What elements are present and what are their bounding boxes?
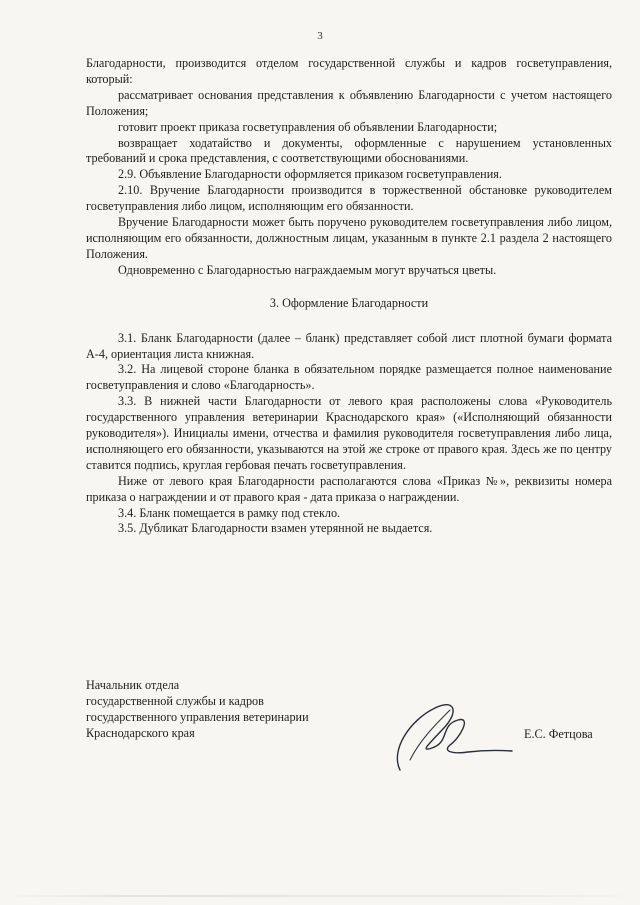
- signatory-line: Краснодарского края: [86, 725, 195, 740]
- handwritten-signature: [380, 690, 515, 780]
- paragraph: 3.5. Дубликат Благодарности взамен утерянной не выдается.: [118, 521, 433, 536]
- paragraph: Одновременно с Благодарностью награждаемым могут вручаться цветы.: [118, 262, 497, 277]
- signatory-line: государственного управления ветеринарии: [86, 709, 309, 724]
- paragraph: готовит проект приказа госветуправления об объявлении Благодарности;: [118, 119, 498, 134]
- signatory-line: государственной службы и кадров: [86, 693, 264, 708]
- section-title: 3. Оформление Благодарности: [269, 295, 429, 310]
- paragraph: Вручение Благодарности может быть поручено руководителем госветуправления либо лицом, исполняющим его обязанности, должностным лицам, указанным в пункте 2.1 раздела 2 настоящего Положения.: [86, 215, 612, 261]
- document-body: [86, 56, 612, 537]
- signatory-name: Е.С. Фетцова: [524, 727, 593, 741]
- paragraph: 3.2. На лицевой стороне бланка в обязательном порядке размещается полное наименование госветуправления и слово «Благодарность».: [86, 362, 612, 393]
- paragraph: 2.10. Вручение Благодарности производится в торжественной обстановке руководителем госветуправления либо лицом, исполняющим его обязанности.: [86, 183, 612, 214]
- signatory-line: Начальник отдела: [86, 678, 180, 692]
- scan-edge: [0, 895, 640, 897]
- paragraph: 2.9. Объявление Благодарности оформляется приказом госветуправления.: [118, 167, 502, 182]
- signatory-title: [86, 678, 309, 742]
- paragraph: возвращает ходатайство и документы, оформленные с нарушением установленных требований и срока представления, с соответствующими обоснованиями.: [86, 135, 612, 166]
- paragraph: Ниже от левого края Благодарности располагаются слова «Приказ №», реквизиты номера приказа о награждении и от правого края - дата приказа о награждении.: [86, 473, 612, 504]
- paragraph: 3.3. В нижней части Благодарности от левого края расположены слова «Руководитель государственного управления ветеринарии Краснодарского края» («Исполняющий обязанности руководителя»). Инициалы имени, отчества и фамилия руководителя госветуправления либо лица, исполняющего его обязанности, указываются на этой же строке от правого края. Здесь же по центру ставится подпись, круглая гербовая печать госветуправления.: [86, 394, 612, 472]
- paragraph: рассматривает основания представления к объявлению Благодарности с учетом настоящего Положения;: [86, 87, 612, 118]
- paragraph: 3.4. Бланк помещается в рамку под стекло.: [118, 505, 341, 520]
- paragraph: Благодарности, производится отделом государственной службы и кадров госветуправления, который:: [86, 56, 612, 86]
- paragraph: 3.1. Бланк Благодарности (далее – бланк) представляет собой лист плотной бумаги формата А-4, ориентация листа книжная.: [86, 330, 612, 361]
- page-number: 3: [317, 30, 323, 42]
